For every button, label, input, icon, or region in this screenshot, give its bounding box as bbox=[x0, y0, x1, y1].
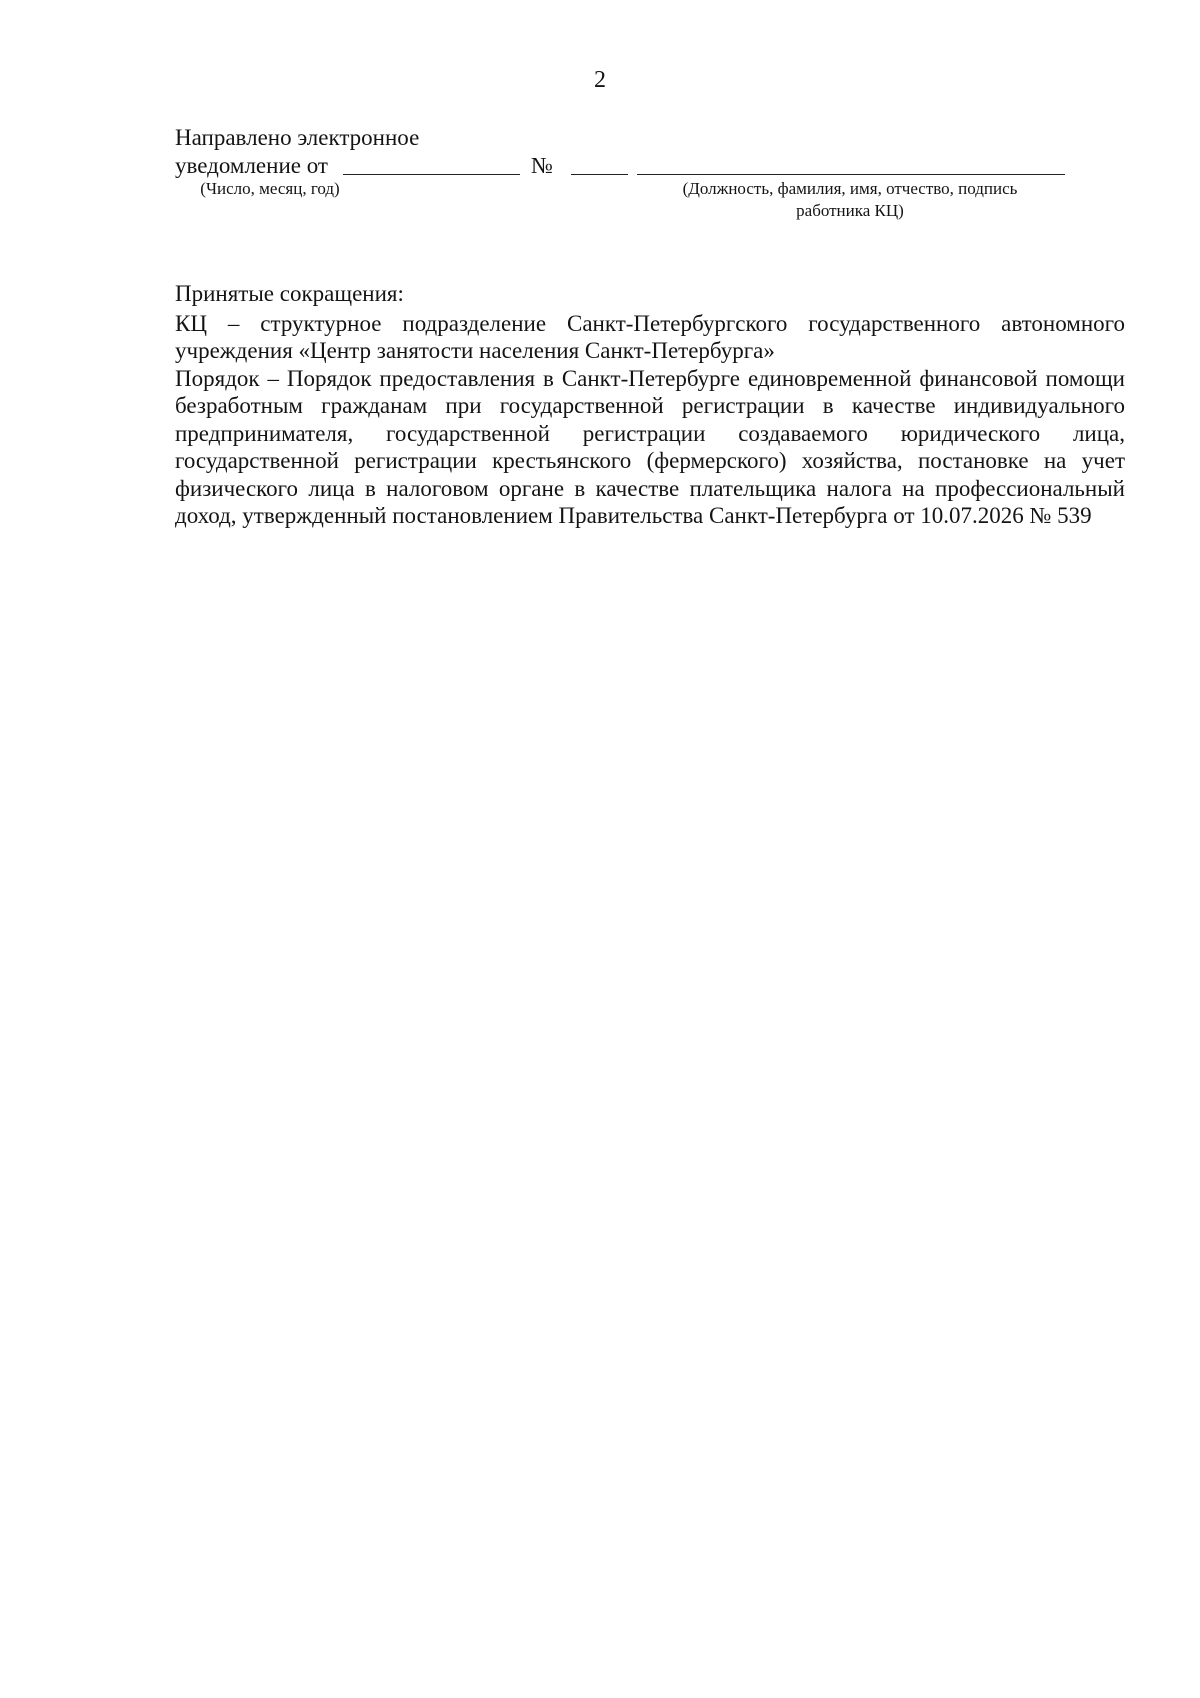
notification-label-line1: Направлено электронное bbox=[175, 125, 420, 150]
number-sign: № bbox=[531, 153, 553, 178]
signature-blank-line bbox=[637, 174, 1065, 175]
notification-label-line2: уведомление от bbox=[175, 153, 328, 178]
signature-caption: (Должность, фамилия, имя, отчество, подпись работника КЦ) bbox=[682, 179, 1018, 220]
page-number: 2 bbox=[594, 67, 606, 93]
abbreviation-item-kc: КЦ – структурное подразделение Санкт-Петербургского государственного автономного учреждения «Центр занятости населения Санкт-Петербурга» bbox=[175, 310, 1125, 363]
number-blank-line bbox=[571, 174, 628, 175]
abbreviation-item-poryadok: Порядок – Порядок предоставления в Санкт-Петербурге единовременной финансовой помощи безработным гражданам при государственной регистрации в качестве индивидуального предпринимателя, государственной регистрации создаваемого юридического лица, государственной регистрации крестьянского (фермерского) хозяйства, постановке на учет физического лица в налоговом органе в качестве плательщика налога на профессиональный доход, утвержденный постановлением Правительства Санкт-Петербурга от 10.07.2026 № 539 bbox=[175, 365, 1125, 528]
date-blank-line bbox=[343, 174, 520, 175]
abbreviations-title: Принятые сокращения: bbox=[175, 281, 404, 306]
abbreviations-section bbox=[175, 280, 1125, 530]
date-caption: (Число, месяц, год) bbox=[200, 179, 340, 198]
